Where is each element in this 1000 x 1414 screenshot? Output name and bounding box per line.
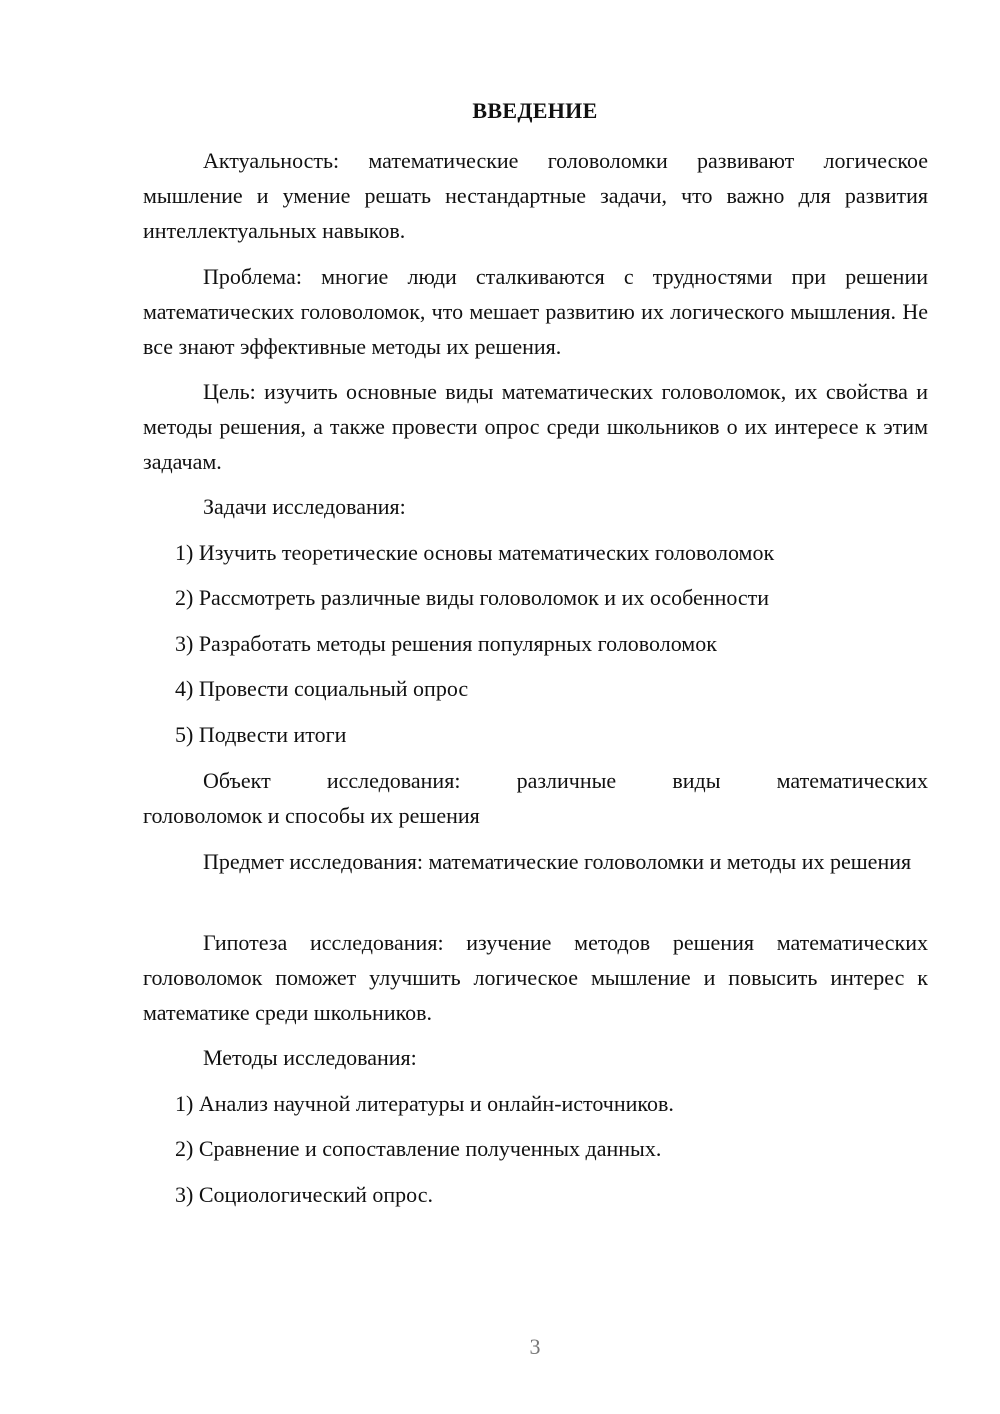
object-word: исследования:	[326, 768, 461, 793]
subject-paragraph: Предмет исследования: математические головоломки и методы их решения	[203, 849, 912, 874]
object-word: различные	[516, 768, 617, 793]
goal-paragraph: Цель: изучить основные виды математических головоломок, их свойства и методы решения, а также провести опрос среди школьников о их интересе к этим задачам.	[143, 379, 928, 474]
method-item-1: 1) Анализ научной литературы и онлайн-источников.	[175, 1091, 674, 1116]
relevance-paragraph: Актуальность: математические головоломки развивают логическое мышление и умение решать нестандартные задачи, что важно для развития интеллектуальных навыков.	[143, 148, 928, 243]
hypothesis-paragraph: Гипотеза исследования: изучение методов решения математических головоломок поможет улучшить логическое мышление и повысить интерес к математике среди школьников.	[143, 930, 928, 1025]
object-word: Объект	[203, 768, 271, 793]
page-title: ВВЕДЕНИЕ	[472, 98, 598, 123]
task-item-5: 5) Подвести итоги	[175, 722, 347, 747]
method-item-2: 2) Сравнение и сопоставление полученных данных.	[175, 1136, 662, 1161]
task-item-2: 2) Рассмотреть различные виды головоломок и их особенности	[175, 585, 770, 610]
object-paragraph-continuation: головоломок и способы их решения	[143, 803, 480, 828]
methods-heading: Методы исследования:	[203, 1045, 417, 1070]
task-item-3: 3) Разработать методы решения популярных головоломок	[175, 631, 717, 656]
object-paragraph-line	[203, 763, 928, 798]
page-number: 3	[529, 1334, 541, 1359]
task-item-4: 4) Провести социальный опрос	[175, 676, 469, 701]
method-item-3: 3) Социологический опрос.	[175, 1182, 433, 1207]
tasks-heading: Задачи исследования:	[203, 494, 406, 519]
task-item-1: 1) Изучить теоретические основы математических головоломок	[175, 540, 775, 565]
object-word: математических	[776, 768, 928, 793]
problem-paragraph: Проблема: многие люди сталкиваются с трудностями при решении математических головоломок, что мешает развитию их логического мышления. Не все знают эффективные методы их решения.	[143, 264, 928, 359]
object-word: виды	[672, 768, 721, 793]
